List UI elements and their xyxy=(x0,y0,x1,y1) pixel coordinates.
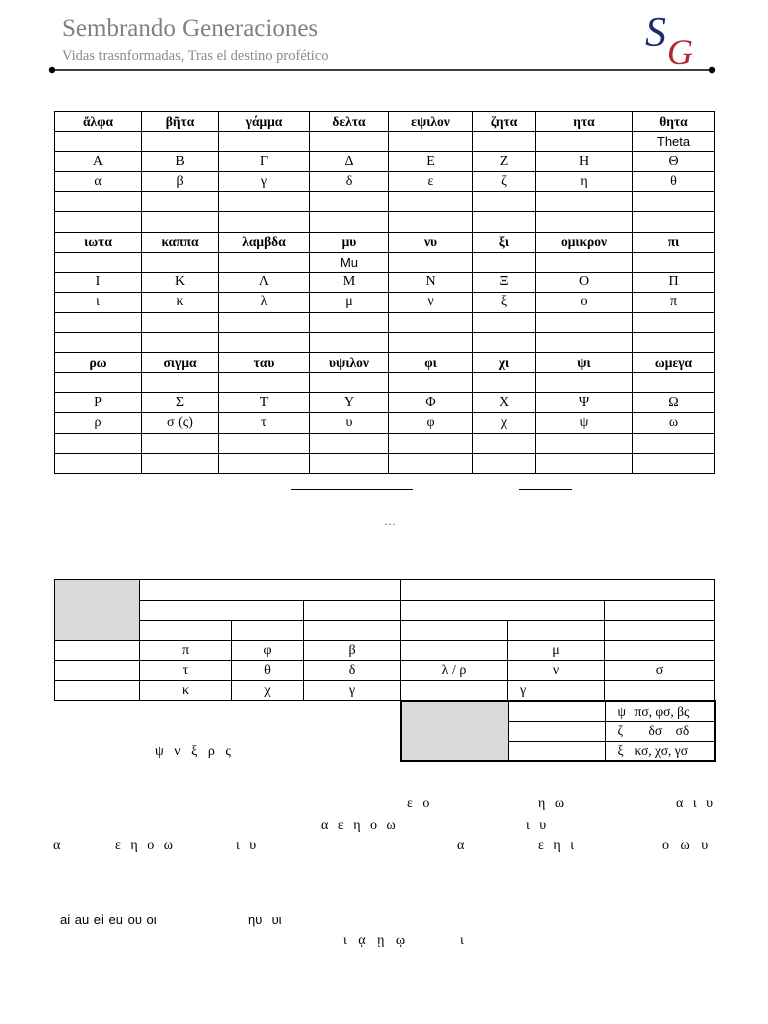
empty-header-cell xyxy=(304,621,401,641)
empty-cell xyxy=(219,212,310,232)
uppercase-cell: Υ xyxy=(310,393,389,413)
blank-row xyxy=(55,212,715,232)
letter-name-cell: ομικρον xyxy=(536,232,633,252)
divider-dot-left xyxy=(49,67,55,73)
lowercase-cell: ε xyxy=(389,172,473,192)
greek-alphabet-table xyxy=(54,111,715,474)
uppercase-cell: Ψ xyxy=(536,393,633,413)
lowercase-cell: χ xyxy=(473,413,536,433)
blank-underline-2 xyxy=(519,489,572,490)
letter-name-cell: ἄλφα xyxy=(55,112,142,132)
blank-row xyxy=(55,433,715,453)
uppercase-cell: Γ xyxy=(219,152,310,172)
consonant-cell: χ xyxy=(232,681,304,701)
letter-name-cell: νυ xyxy=(389,232,473,252)
uppercase-cell: Ε xyxy=(389,152,473,172)
page-subtitle: Vidas trasnformadas, Tras el destino profético xyxy=(62,48,329,64)
letter-name-cell: ητα xyxy=(536,112,633,132)
uppercase-row xyxy=(55,272,715,292)
empty-cell xyxy=(219,333,310,353)
empty-cell xyxy=(389,212,473,232)
empty-cell xyxy=(473,212,536,232)
letter-name-cell: σιγμα xyxy=(142,353,219,373)
text-fragment: η ω xyxy=(538,796,565,811)
empty-cell xyxy=(389,433,473,453)
shaded-header-cell xyxy=(55,580,140,641)
transliteration-row xyxy=(55,252,715,272)
logo-letter-s: S xyxy=(645,10,666,56)
lowercase-cell: δ xyxy=(310,172,389,192)
double-consonants-table xyxy=(400,700,716,762)
lowercase-cell: ω xyxy=(633,413,715,433)
empty-cell xyxy=(142,132,219,152)
double-consonant-cell xyxy=(605,721,715,741)
empty-cell xyxy=(473,312,536,332)
empty-cell xyxy=(389,192,473,212)
lowercase-row xyxy=(55,413,715,433)
letter-name-cell: θητα xyxy=(633,112,715,132)
text-fragment: ε η ο ω xyxy=(115,838,173,853)
ellipsis-text: … xyxy=(384,514,396,528)
empty-cell xyxy=(55,312,142,332)
empty-cell xyxy=(55,212,142,232)
uppercase-cell: Ι xyxy=(55,272,142,292)
letter-names-row xyxy=(55,353,715,373)
lowercase-cell: π xyxy=(633,292,715,312)
consonant-cell: τ xyxy=(140,661,232,681)
empty-cell xyxy=(142,433,219,453)
empty-cell xyxy=(473,192,536,212)
empty-cell xyxy=(310,192,389,212)
empty-cell xyxy=(310,333,389,353)
uppercase-cell: Χ xyxy=(473,393,536,413)
empty-header-cell xyxy=(140,580,401,601)
double-consonant-row xyxy=(401,701,715,721)
empty-cell xyxy=(536,132,633,152)
empty-cell xyxy=(219,252,310,272)
empty-cell xyxy=(310,453,389,473)
blank-row xyxy=(55,333,715,353)
shaded-label-cell xyxy=(401,701,508,761)
empty-cell xyxy=(473,453,536,473)
letter-name-cell: υψιλον xyxy=(310,353,389,373)
letter-name-cell: δελτα xyxy=(310,112,389,132)
empty-cell xyxy=(633,373,715,393)
row-label-cell xyxy=(55,641,140,661)
text-fragment: ε η ι xyxy=(538,838,574,853)
subheader-row xyxy=(55,601,715,621)
text-fragment: α ε η ο ω xyxy=(321,818,396,833)
uppercase-cell: Ο xyxy=(536,272,633,292)
double-consonant-combos: κσ, χσ, γσ xyxy=(634,743,688,758)
consonant-cell: σ xyxy=(605,661,715,681)
letter-name-cell: ταυ xyxy=(219,353,310,373)
empty-cell xyxy=(473,132,536,152)
empty-header-cell xyxy=(401,621,508,641)
text-fragment: α ι υ xyxy=(676,796,714,811)
blank-row xyxy=(55,453,715,473)
uppercase-cell: Λ xyxy=(219,272,310,292)
consonant-cell: π xyxy=(140,641,232,661)
lowercase-cell: λ xyxy=(219,292,310,312)
consonant-row xyxy=(55,661,715,681)
page-title: Sembrando Generaciones xyxy=(62,15,319,42)
empty-header-cell xyxy=(401,601,605,621)
empty-header-cell xyxy=(401,580,715,601)
empty-cell xyxy=(219,132,310,152)
empty-cell xyxy=(310,312,389,332)
empty-cell xyxy=(55,252,142,272)
letter-name-cell: εψιλον xyxy=(389,112,473,132)
uppercase-cell: Δ xyxy=(310,152,389,172)
uppercase-cell: Α xyxy=(55,152,142,172)
empty-cell xyxy=(536,453,633,473)
uppercase-cell: Μ xyxy=(310,272,389,292)
uppercase-cell: Ξ xyxy=(473,272,536,292)
text-fragment: ηυ υι xyxy=(248,912,282,927)
empty-cell xyxy=(219,373,310,393)
double-consonant-letter: ξ xyxy=(617,743,624,758)
logo-letter-g: G xyxy=(667,32,693,70)
letter-names-row xyxy=(55,232,715,252)
uppercase-cell: Φ xyxy=(389,393,473,413)
lowercase-row xyxy=(55,292,715,312)
empty-cell xyxy=(633,252,715,272)
empty-cell xyxy=(536,192,633,212)
lowercase-row xyxy=(55,172,715,192)
logo xyxy=(641,6,709,70)
empty-cell xyxy=(536,373,633,393)
letter-name-cell: πι xyxy=(633,232,715,252)
blank-underline-1 xyxy=(291,489,413,490)
lowercase-cell: φ xyxy=(389,413,473,433)
consonant-cell: β xyxy=(304,641,401,661)
consonant-cell: φ xyxy=(232,641,304,661)
row-label-cell xyxy=(55,681,140,701)
lowercase-cell: ψ xyxy=(536,413,633,433)
empty-cell xyxy=(142,252,219,272)
empty-cell xyxy=(219,453,310,473)
text-fragment: ι xyxy=(460,933,464,948)
text-fragment: ι υ xyxy=(526,818,547,833)
empty-cell xyxy=(633,333,715,353)
empty-header-cell xyxy=(140,601,304,621)
double-consonant-cell xyxy=(605,701,715,721)
empty-cell xyxy=(389,252,473,272)
empty-cell xyxy=(55,453,142,473)
empty-cell xyxy=(633,453,715,473)
text-fragment: α xyxy=(457,838,465,853)
letter-name-cell: χι xyxy=(473,353,536,373)
text-fragment: ο ω υ xyxy=(662,838,709,853)
empty-cell xyxy=(473,433,536,453)
lowercase-cell: μ xyxy=(310,292,389,312)
empty-cell xyxy=(142,212,219,232)
consonant-cell: θ xyxy=(232,661,304,681)
consonant-cell: ν xyxy=(508,661,605,681)
letter-name-cell: ζητα xyxy=(473,112,536,132)
consonant-row xyxy=(55,681,715,701)
consonant-cell: κ xyxy=(140,681,232,701)
transliteration-row xyxy=(55,373,715,393)
lowercase-cell: ν xyxy=(389,292,473,312)
consonant-row xyxy=(55,641,715,661)
uppercase-cell: Ν xyxy=(389,272,473,292)
letter-name-cell: καππα xyxy=(142,232,219,252)
uppercase-cell: Κ xyxy=(142,272,219,292)
letter-name-cell: λαμβδα xyxy=(219,232,310,252)
empty-cell xyxy=(55,132,142,152)
lowercase-cell: τ xyxy=(219,413,310,433)
text-fragment: α xyxy=(53,838,61,853)
letter-name-cell: ωμεγα xyxy=(633,353,715,373)
empty-cell xyxy=(55,433,142,453)
header-row xyxy=(55,580,715,601)
double-consonant-cell xyxy=(605,741,715,761)
empty-cell xyxy=(142,373,219,393)
uppercase-cell: Τ xyxy=(219,393,310,413)
empty-cell xyxy=(389,132,473,152)
text-fragment: ai au ei eu ου οι xyxy=(60,912,157,927)
blank-row xyxy=(55,312,715,332)
empty-header-cell xyxy=(508,621,605,641)
consonant-list: ψ ν ξ ρ ς xyxy=(155,744,231,759)
blank-row xyxy=(55,192,715,212)
empty-cell xyxy=(142,453,219,473)
lowercase-cell: κ xyxy=(142,292,219,312)
letter-names-row xyxy=(55,112,715,132)
empty-cell xyxy=(536,312,633,332)
empty-cell xyxy=(389,373,473,393)
consonant-cell: λ / ρ xyxy=(401,661,508,681)
divider-dot-right xyxy=(709,67,715,73)
empty-cell xyxy=(401,681,508,701)
text-fragment: ι ᾳ ῃ ῳ xyxy=(343,933,406,948)
empty-cell xyxy=(536,212,633,232)
double-consonant-letter: ζ xyxy=(617,723,624,739)
empty-cell xyxy=(605,641,715,661)
letter-name-cell: φι xyxy=(389,353,473,373)
empty-cell xyxy=(633,433,715,453)
empty-cell xyxy=(536,433,633,453)
subheader-row xyxy=(55,621,715,641)
empty-cell xyxy=(389,453,473,473)
letter-name-cell: ρω xyxy=(55,353,142,373)
empty-cell xyxy=(219,192,310,212)
lowercase-cell: γ xyxy=(219,172,310,192)
empty-cell xyxy=(142,333,219,353)
lowercase-cell: ο xyxy=(536,292,633,312)
empty-cell xyxy=(401,641,508,661)
empty-header-cell xyxy=(605,601,715,621)
consonant-cell: δ xyxy=(304,661,401,681)
uppercase-cell: Ρ xyxy=(55,393,142,413)
lowercase-cell: η xyxy=(536,172,633,192)
lowercase-cell: ξ xyxy=(473,292,536,312)
uppercase-cell: Η xyxy=(536,152,633,172)
text-fragment: ε ο xyxy=(407,796,430,811)
consonant-cell: γ xyxy=(508,681,605,701)
empty-header-cell xyxy=(232,621,304,641)
empty-cell xyxy=(473,333,536,353)
lowercase-cell: υ xyxy=(310,413,389,433)
empty-cell xyxy=(389,333,473,353)
letter-name-cell: γάμμα xyxy=(219,112,310,132)
empty-cell xyxy=(605,681,715,701)
letter-name-cell: βῆτα xyxy=(142,112,219,132)
empty-cell xyxy=(55,373,142,393)
lowercase-cell: θ xyxy=(633,172,715,192)
empty-header-cell xyxy=(605,621,715,641)
uppercase-cell: Σ xyxy=(142,393,219,413)
uppercase-cell: Θ xyxy=(633,152,715,172)
consonant-table xyxy=(54,579,715,701)
uppercase-row xyxy=(55,393,715,413)
empty-cell xyxy=(508,721,605,741)
header-divider xyxy=(0,62,768,78)
lowercase-cell: β xyxy=(142,172,219,192)
empty-cell xyxy=(633,192,715,212)
uppercase-cell: Β xyxy=(142,152,219,172)
empty-cell xyxy=(536,333,633,353)
empty-cell xyxy=(508,741,605,761)
empty-cell xyxy=(389,312,473,332)
text-fragment: ι υ xyxy=(236,838,257,853)
lowercase-cell: ρ xyxy=(55,413,142,433)
empty-cell xyxy=(219,312,310,332)
double-consonant-combos: δσ σδ xyxy=(648,723,690,739)
row-label-cell xyxy=(55,661,140,681)
empty-cell xyxy=(142,312,219,332)
uppercase-row xyxy=(55,152,715,172)
letter-name-cell: ξι xyxy=(473,232,536,252)
double-consonant-combos: πσ, φσ, βς xyxy=(634,703,690,719)
empty-header-cell xyxy=(304,601,401,621)
lowercase-cell: ι xyxy=(55,292,142,312)
letter-name-cell: μυ xyxy=(310,232,389,252)
empty-cell xyxy=(473,252,536,272)
uppercase-cell: Ω xyxy=(633,393,715,413)
empty-cell xyxy=(55,192,142,212)
empty-header-cell xyxy=(140,621,232,641)
transliteration-row xyxy=(55,132,715,152)
empty-cell xyxy=(55,333,142,353)
uppercase-cell: Π xyxy=(633,272,715,292)
empty-cell xyxy=(142,192,219,212)
lowercase-cell: α xyxy=(55,172,142,192)
lowercase-cell: σ (ς) xyxy=(142,413,219,433)
transliteration-cell: Mu xyxy=(310,252,389,272)
empty-cell xyxy=(633,212,715,232)
letter-name-cell: ψι xyxy=(536,353,633,373)
empty-cell xyxy=(473,373,536,393)
empty-cell xyxy=(310,373,389,393)
transliteration-cell: Theta xyxy=(633,132,715,152)
empty-cell xyxy=(536,252,633,272)
uppercase-cell: Ζ xyxy=(473,152,536,172)
empty-cell xyxy=(310,433,389,453)
empty-cell xyxy=(310,212,389,232)
empty-cell xyxy=(633,312,715,332)
consonant-cell: μ xyxy=(508,641,605,661)
letter-name-cell: ιωτα xyxy=(55,232,142,252)
consonant-cell: γ xyxy=(304,681,401,701)
double-consonant-letter: ψ xyxy=(617,703,626,719)
empty-cell xyxy=(310,132,389,152)
empty-cell xyxy=(219,433,310,453)
empty-cell xyxy=(508,701,605,721)
lowercase-cell: ζ xyxy=(473,172,536,192)
